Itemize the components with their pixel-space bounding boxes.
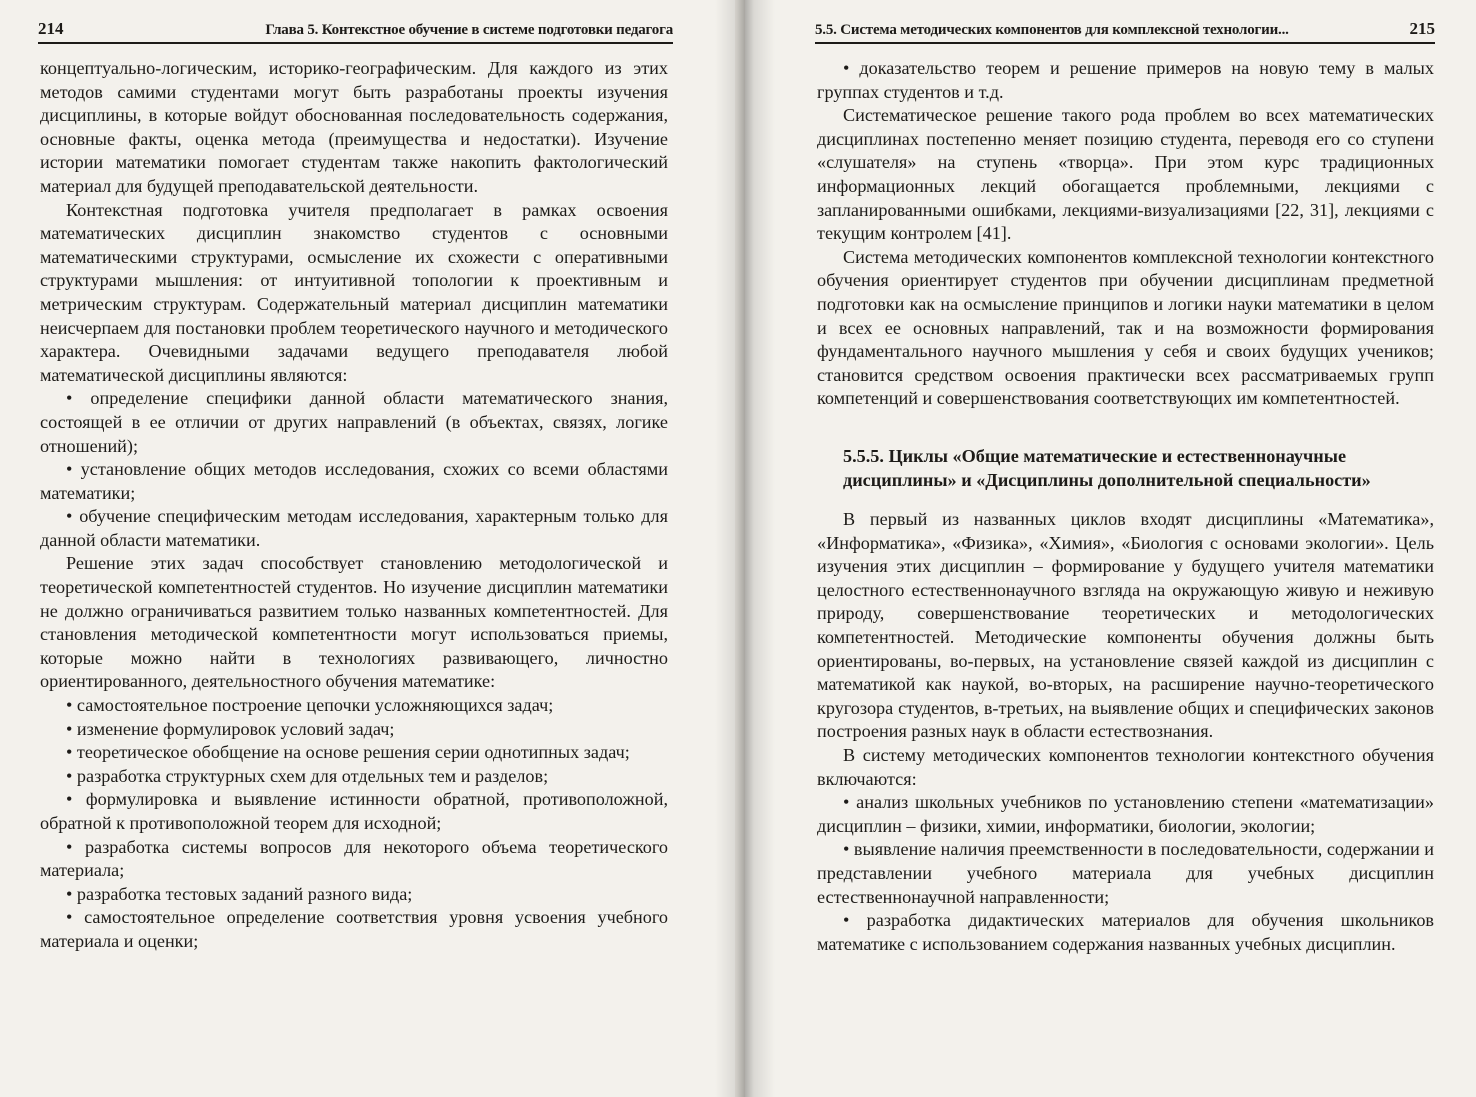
paragraph: концептуально-логическим, историко-географическим. Для каждого из этих методов самими студентами могут быть разработаны проекты изучения дисциплины, в которые войдут обоснованная последовательность содержания, основные факты, оценка метода (преимущества и недостатки). Изучение истории математики помогает студентам также накопить фактологический материал для будущей преподавательской деятельности. bbox=[40, 58, 668, 196]
bullet-item: • формулировка и выявление истинности обратной, противоположной, обратной к противоположной теорем для исходной; bbox=[40, 789, 668, 833]
text-column bbox=[817, 57, 1434, 956]
paragraph: В первый из названных циклов входят дисциплины «Математика», «Информатика», «Физика», «Химия», «Биология с основами экологии». Цель изучения этих дисциплин – формирование у будущего учителя математики целостного естественнонаучного взгляда на окружающую живую и неживую природу, совершенствование теоретических и методологических компетентностей. Методические компоненты обучения должны быть ориентированы, во-первых, на установление связей каждой из дисциплин с математикой как наукой, во-вторых, на расширение научно-теоретического кругозора студентов, в-третьих, на выявление общих и специфических законов построения разных наук в области естествознания. bbox=[817, 509, 1434, 742]
bullet-item: • обучение специфическим методам исследования, характерным только для данной области математики. bbox=[40, 506, 668, 550]
page-number: 215 bbox=[1409, 19, 1435, 38]
paragraph: Решение этих задач способствует становлению методологической и теоретической компетентностей студентов. Но изучение дисциплин математики не должно ограничиваться развитием только названных компетентностей. Для становления методической компетентности могут использоваться приемы, которые можно найти в технологиях развивающего, личностно ориентированного, деятельностного обучения математике: bbox=[40, 553, 668, 692]
bullet-item: • самостоятельное определение соответствия уровня усвоения учебного материала и оценки; bbox=[40, 907, 668, 951]
bullet-item: • определение специфики данной области математического знания, состоящей в ее отличии от других направлений (в объектах, связях, логике отношений); bbox=[40, 388, 668, 456]
running-head-title: Глава 5. Контекстное обучение в системе подготовки педагога bbox=[265, 22, 673, 38]
bullet-item: • разработка тестовых заданий разного вида; bbox=[66, 883, 413, 904]
bullet-item: • выявление наличия преемственности в последовательности, содержании и представлении учебного материала для учебных дисциплин естественнонаучной направленности; bbox=[817, 839, 1434, 907]
right-page bbox=[745, 0, 1476, 1097]
running-head bbox=[815, 18, 1435, 44]
paragraph: Систематическое решение такого рода проблем во всех математических дисциплинах постепенно меняет позицию студента, переводя его со ступени «слушателя» на ступень «творца». При этом курс традиционных информационных лекций обогащается проблемными, лекциями с запланированными ошибками, лекциями-визуализациями [22, 31], лекциями с текущим контролем [41]. bbox=[817, 105, 1434, 244]
page-number: 214 bbox=[38, 19, 64, 38]
bullet-item: • самостоятельное построение цепочки усложняющихся задач; bbox=[66, 695, 554, 716]
section-heading: 5.5.5. Циклы «Общие математические и естественнонаучные дисциплины» и «Дисциплины дополнительной специальности» bbox=[843, 445, 1371, 490]
paragraph: Система методических компонентов комплексной технологии контекстного обучения ориентирует студентов при обучении дисциплинам предметной подготовки как на осмысление принципов и логики науки математики в целом и всех ее основных направлений, так и на возможности формирования фундаментального научного мышления у себя и своих будущих учеников; становится средством освоения практически всех рассматриваемых групп компетенций и совершенствования соответствующих им компетентностей. bbox=[817, 246, 1434, 409]
left-page bbox=[0, 0, 735, 1097]
bullet-item: • разработка системы вопросов для некоторого объема теоретического материала; bbox=[40, 836, 668, 881]
spacer bbox=[817, 411, 1434, 445]
text-column bbox=[40, 57, 668, 954]
paragraph: В систему методических компонентов технологии контекстного обучения включаются: bbox=[817, 745, 1434, 789]
paragraph: Контекстная подготовка учителя предполагает в рамках освоения математических дисциплин знакомство студентов с основными математическими структурами, осмысление их схожести с оперативными структурами мышления: от интуитивной топологии к проективным и метрическим структурам. Содержательный материал дисциплин математики неисчерпаем для постановки проблем теоретического научного и методического характера. Очевидными задачами ведущего преподавателя любой математической дисциплины являются: bbox=[40, 199, 668, 385]
spacer bbox=[817, 492, 1434, 508]
running-head bbox=[38, 18, 673, 44]
bullet-item: • разработка дидактических материалов для обучения школьников математике с использованием содержания названных учебных дисциплин. bbox=[817, 910, 1434, 954]
bullet-item: • доказательство теорем и решение примеров на новую тему в малых группах студентов и т.д. bbox=[817, 58, 1434, 102]
running-head-title: 5.5. Система методических компонентов для комплексной технологии... bbox=[815, 22, 1289, 38]
bullet-item: • анализ школьных учебников по установлению степени «математизации» дисциплин – физики, химии, информатики, биологии, экологии; bbox=[817, 792, 1434, 836]
bullet-item: • теоретическое обобщение на основе решения серии однотипных задач; bbox=[66, 742, 630, 763]
bullet-item: • разработка структурных схем для отдельных тем и разделов; bbox=[66, 765, 549, 786]
book-gutter-shadow bbox=[715, 0, 775, 1097]
bullet-item: • изменение формулировок условий задач; bbox=[66, 718, 395, 739]
bullet-item: • установление общих методов исследования, схожих со всеми областями математики; bbox=[40, 459, 668, 503]
